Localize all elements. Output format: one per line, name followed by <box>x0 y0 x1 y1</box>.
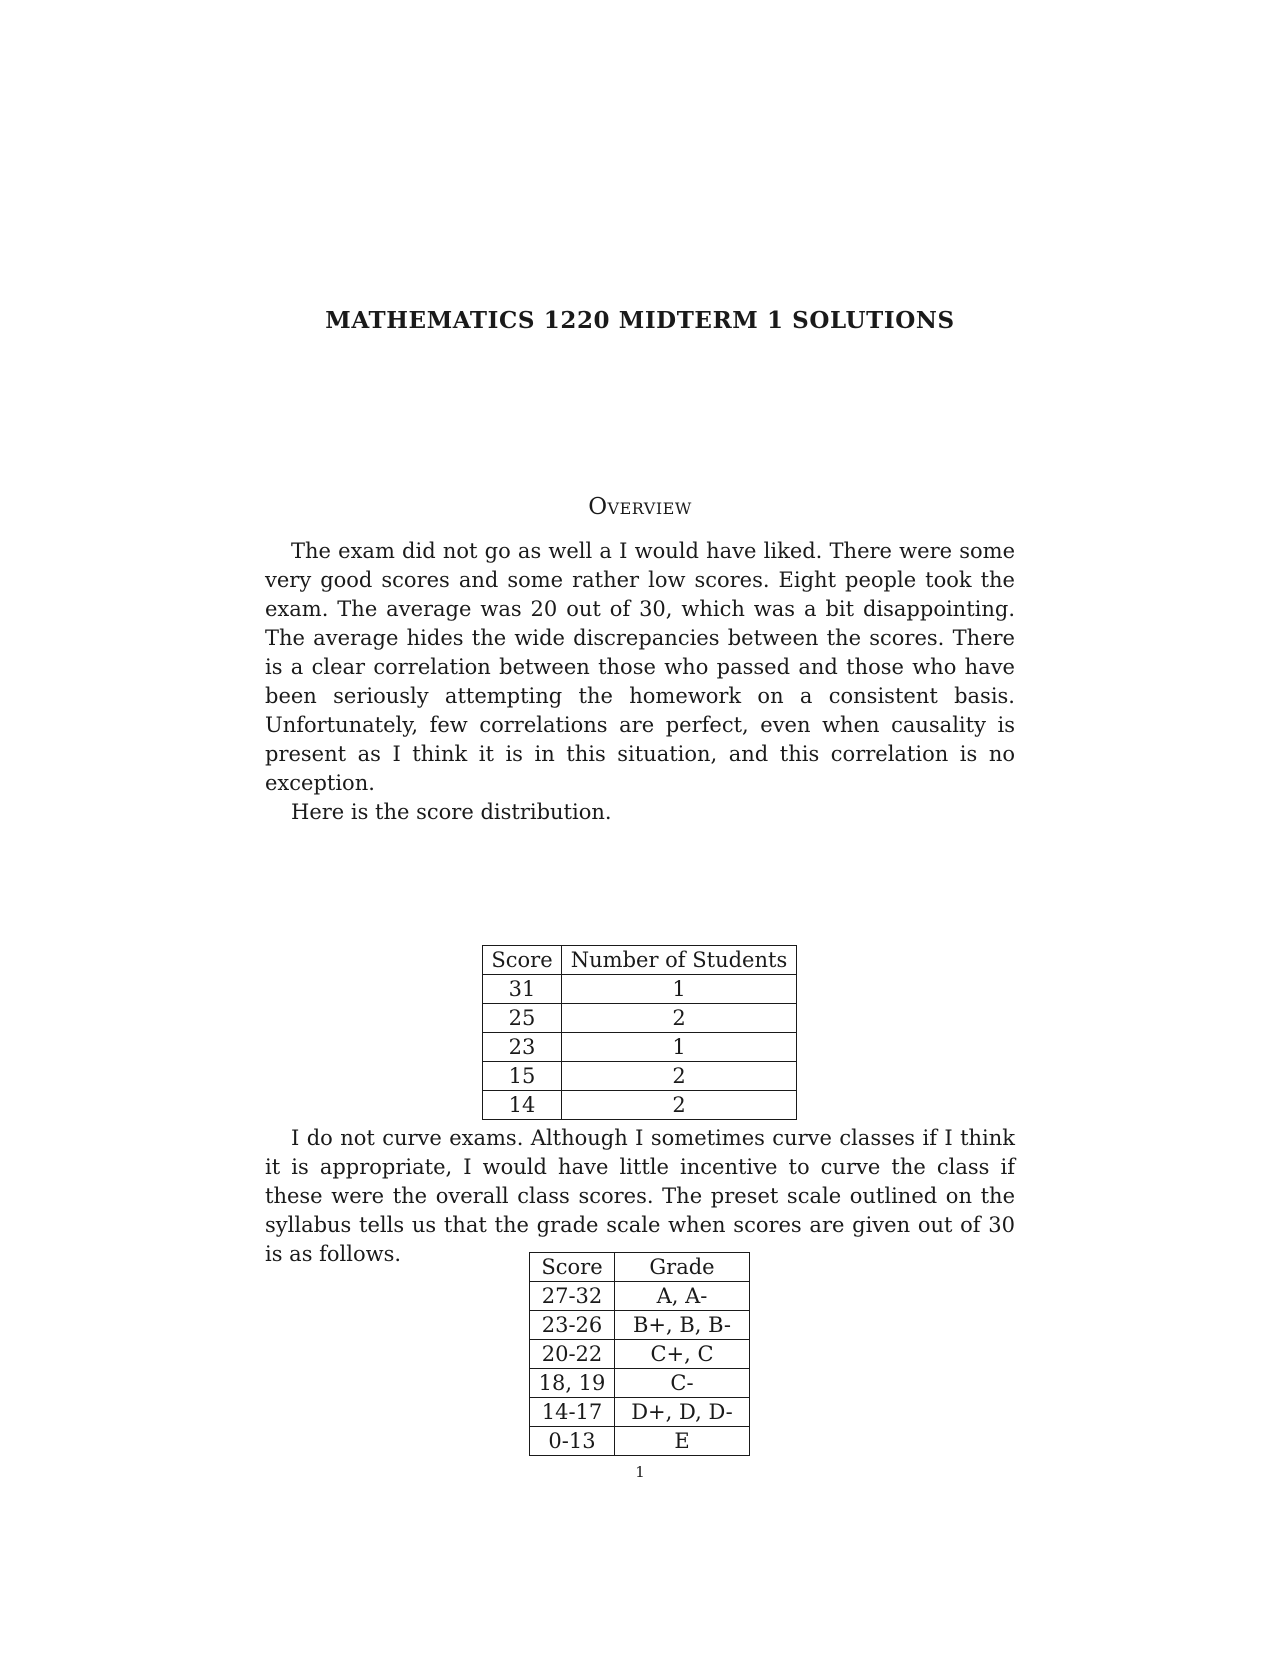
count-cell: 1 <box>562 975 797 1004</box>
section-heading-overview: Overview <box>588 494 692 520</box>
distribution-intro-paragraph: Here is the score distribution. <box>291 800 612 824</box>
score-cell: 31 <box>483 975 562 1004</box>
table-header-row <box>530 1253 750 1282</box>
score-cell: 14 <box>483 1091 562 1120</box>
table-row <box>530 1340 750 1369</box>
table-row <box>530 1398 750 1427</box>
score-range-cell: 27-32 <box>530 1282 615 1311</box>
grade-scale-text <box>265 1124 1015 1269</box>
page-title: MATHEMATICS 1220 MIDTERM 1 SOLUTIONS <box>325 307 955 334</box>
grade-cell: A, A- <box>615 1282 750 1311</box>
header-score: Score <box>530 1253 615 1282</box>
score-distribution-table <box>482 945 797 1120</box>
grade-scale-table <box>529 1252 750 1456</box>
count-cell: 1 <box>562 1033 797 1062</box>
header-score: Score <box>483 946 562 975</box>
table-row <box>483 975 797 1004</box>
grade-cell: E <box>615 1427 750 1456</box>
header-grade: Grade <box>615 1253 750 1282</box>
table-row <box>483 1062 797 1091</box>
table-row <box>530 1282 750 1311</box>
score-cell: 25 <box>483 1004 562 1033</box>
grade-cell: D+, D, D- <box>615 1398 750 1427</box>
count-cell: 2 <box>562 1062 797 1091</box>
score-cell: 23 <box>483 1033 562 1062</box>
table-header-row <box>483 946 797 975</box>
score-range-cell: 14-17 <box>530 1398 615 1427</box>
grade-cell: B+, B, B- <box>615 1311 750 1340</box>
table-row <box>483 1091 797 1120</box>
score-range-cell: 23-26 <box>530 1311 615 1340</box>
table-row <box>483 1004 797 1033</box>
score-range-cell: 20-22 <box>530 1340 615 1369</box>
overview-text <box>265 537 1015 827</box>
overview-paragraph: The exam did not go as well a I would have liked. There were some very good scores and some rather low scores. Eight people took the exam. The average was 20 out of 30, which was a bit disappointing. The average hides the wide discrepancies between the scores. There is a clear correlation between those who passed and those who have been seriously attempting the homework on a consistent basis. Unfortunately, few correlations are perfect, even when causality is present as I think it is in this situation, and this correlation is no exception. <box>265 539 1015 795</box>
grade-cell: C+, C <box>615 1340 750 1369</box>
score-cell: 15 <box>483 1062 562 1091</box>
table-row <box>483 1033 797 1062</box>
header-number-of-students: Number of Students <box>562 946 797 975</box>
table-row <box>530 1311 750 1340</box>
table-row <box>530 1369 750 1398</box>
count-cell: 2 <box>562 1091 797 1120</box>
grade-scale-paragraph: I do not curve exams. Although I sometimes curve classes if I think it is appropriate, I would have little incentive to curve the class if these were the overall class scores. The preset scale outlined on the syllabus tells us that the grade scale when scores are given out of 30 is as follows. <box>265 1126 1015 1266</box>
score-range-cell: 18, 19 <box>530 1369 615 1398</box>
grade-cell: C- <box>615 1369 750 1398</box>
page-number: 1 <box>635 1463 645 1481</box>
table-row <box>530 1427 750 1456</box>
score-range-cell: 0-13 <box>530 1427 615 1456</box>
count-cell: 2 <box>562 1004 797 1033</box>
